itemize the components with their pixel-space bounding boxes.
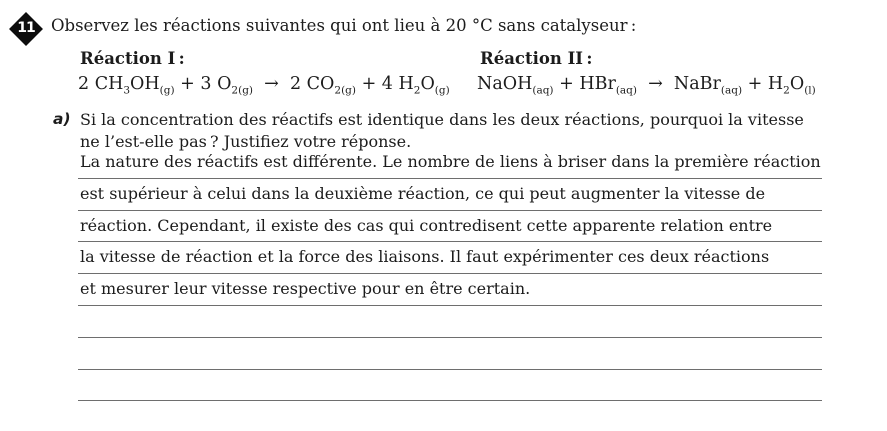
answer-line [78, 338, 822, 370]
answer-line: La nature des réactifs est différente. Le nombre de liens à briser dans la première réaction [78, 147, 822, 179]
exercise-intro: Observez les réactions suivantes qui ont lieu à 20 °C sans catalyseur : [51, 16, 637, 35]
exercise-number-badge [9, 13, 43, 46]
question-line: ne l’est-elle pas ? Justifiez votre réponse. [80, 131, 412, 151]
part-a-question [80, 109, 804, 152]
answer-line [78, 306, 822, 338]
answer-line: réaction. Cependant, il existe des cas qui contredisent cette apparente relation entre [78, 211, 822, 243]
question-line: Si la concentration des réactifs est identique dans les deux réactions, pourquoi la vitesse [80, 110, 804, 129]
reaction-2-title: Réaction II : [480, 49, 593, 68]
answer-line: et mesurer leur vitesse respective pour en être certain. [78, 274, 822, 306]
answer-lines [78, 147, 822, 401]
reaction-1-equation: 2 $CH_3OH_{(g)} + 3$ $O_{2(g)} \to 2$ $CO_{2(g)} + 4$ $H_2O_{(g)}$ [78, 74, 450, 97]
answer-line: la vitesse de réaction et la force des liaisons. Il faut expérimenter ces deux réactions [78, 242, 822, 274]
reaction-1-title: Réaction I : [80, 49, 185, 68]
exercise-number: 11 [17, 20, 35, 36]
reaction-2-equation: NaOH$_{(aq)}$ + HBr$_{(aq)}$ → NaBr$_{(aq)}$ + $H_2O_{(l)}$ [477, 74, 816, 97]
part-a-label: a) [53, 110, 71, 128]
answer-line: est supérieur à celui dans la deuxième réaction, ce qui peut augmenter la vitesse de [78, 179, 822, 211]
answer-line [78, 370, 822, 402]
